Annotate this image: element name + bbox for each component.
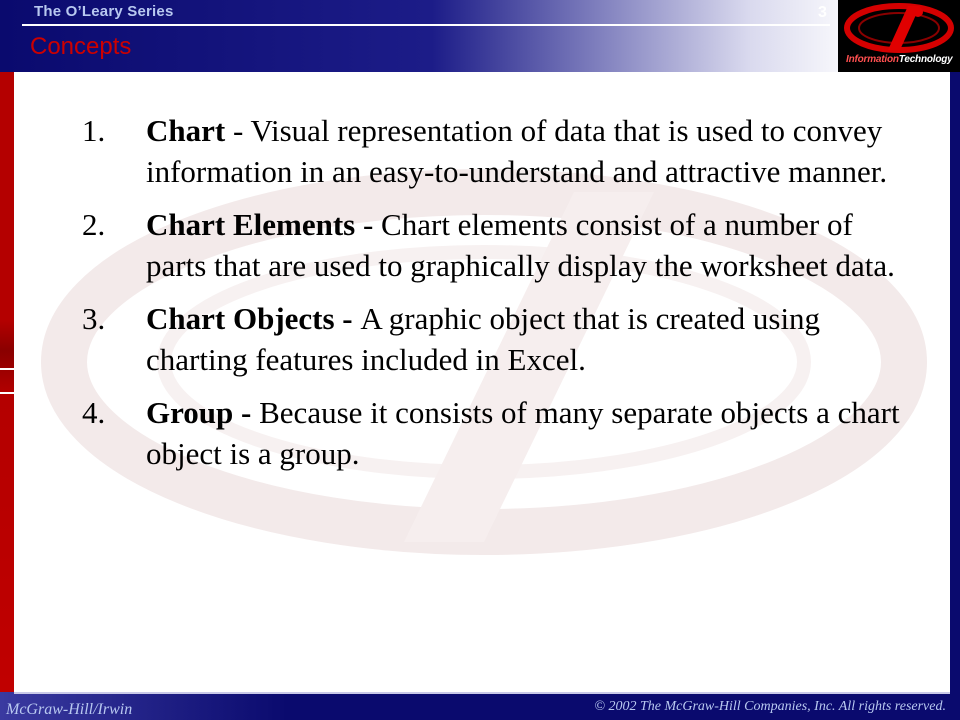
section-title: Concepts xyxy=(30,33,132,60)
concept-item xyxy=(82,110,912,192)
publisher-label: McGraw-Hill/Irwin xyxy=(6,701,133,718)
concept-number: 4. xyxy=(82,395,106,430)
concept-definition: A graphic object that is created using charting features included in Excel. xyxy=(146,301,821,377)
logo-text xyxy=(846,54,953,65)
copyright-notice: © 2002 The McGraw-Hill Companies, Inc. All rights reserved. xyxy=(594,699,946,714)
concept-term: Chart Objects - xyxy=(146,301,361,336)
side-bar-divider xyxy=(0,392,14,394)
concept-definition: Because it consists of many separate objects a chart object is a group. xyxy=(146,395,900,471)
concept-definition: - Visual representation of data that is used to convey information in an easy-to-understand and attractive manner. xyxy=(146,113,888,189)
concept-term: Group - xyxy=(146,395,260,430)
header-band xyxy=(0,0,960,72)
footer-band xyxy=(0,692,960,720)
side-bar xyxy=(0,72,14,692)
information-technology-logo xyxy=(838,0,960,74)
concept-number: 1. xyxy=(82,113,106,148)
right-edge-strip xyxy=(950,72,960,692)
logo-text-prefix: Information xyxy=(846,54,899,65)
concept-definition: - Chart elements consist of a number of parts that are used to graphically display the worksheet data. xyxy=(146,207,895,283)
series-title: The O’Leary Series xyxy=(34,3,174,20)
footer-divider xyxy=(14,692,950,694)
concept-number: 2. xyxy=(82,207,106,242)
concept-list xyxy=(82,110,912,486)
concept-item xyxy=(82,392,912,474)
concept-term: Chart Elements xyxy=(146,207,356,242)
header-divider xyxy=(22,24,830,26)
content-panel xyxy=(14,72,950,692)
side-bar-divider xyxy=(0,368,14,370)
concept-item xyxy=(82,298,912,380)
concept-item xyxy=(82,204,912,286)
information-technology-logo-icon xyxy=(838,0,960,56)
slide-number: 3 xyxy=(818,4,827,21)
concept-term: Chart xyxy=(146,113,226,148)
logo-text-suffix: Technology xyxy=(898,54,953,65)
concept-number: 3. xyxy=(82,301,106,336)
